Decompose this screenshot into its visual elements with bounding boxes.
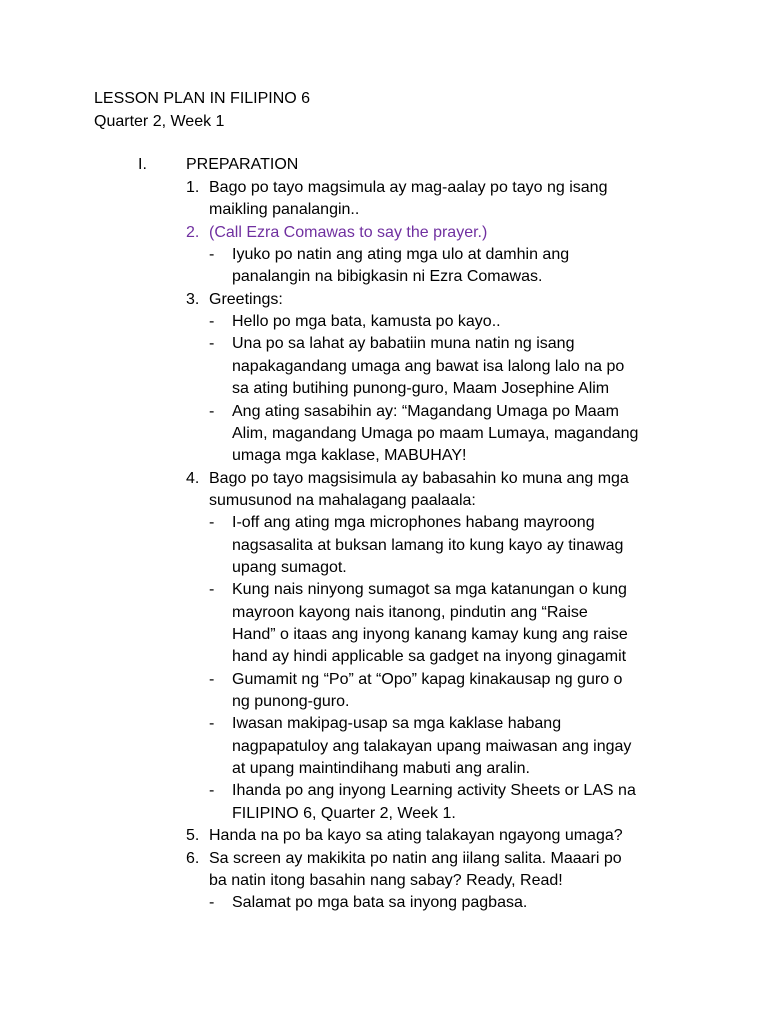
section-numeral: I. [138,156,147,173]
list-item-text: maikling panalangin.. [209,201,360,218]
sub-item-text: Iyuko po natin ang ating mga ulo at damhin ang [232,246,570,263]
sub-item-bullet: - [209,894,215,911]
sub-item-bullet: - [209,514,215,531]
list-item-number: 6. [186,850,200,867]
sub-item-text: nagpapatuloy ang talakayan upang maiwasan ang ingay [232,738,632,755]
sub-item-text: I-off ang ating mga microphones habang mayroong [232,514,595,531]
list-item-number: 4. [186,470,200,487]
sub-item-text: panalangin na bibigkasin ni Ezra Comawas. [232,268,543,285]
sub-item-bullet: - [209,671,215,688]
list-item-text: Bago po tayo magsimula ay mag-aalay po tayo ng isang [209,179,608,196]
sub-item-text: Kung nais ninyong sumagot sa mga katanungan o kung [232,581,627,598]
list-item-text: Bago po tayo magsisimula ay babasahin ko muna ang mga [209,470,629,487]
page-title: LESSON PLAN IN FILIPINO 6 [94,90,311,107]
sub-item-text: Hello po mga bata, kamusta po kayo.. [232,313,501,330]
sub-item-text: FILIPINO 6, Quarter 2, Week 1. [232,805,456,822]
sub-item-text: Iwasan makipag-usap sa mga kaklase habang [232,715,562,732]
sub-item-text: sa ating butihing punong-guro, Maam Josephine Alim [232,380,610,397]
sub-item-text: Ang ating sasabihin ay: “Magandang Umaga po Maam [232,403,619,420]
list-item-number: 5. [186,827,200,844]
list-item-text: Handa na po ba kayo sa ating talakayan ngayong umaga? [209,827,623,844]
page-subtitle: Quarter 2, Week 1 [94,113,225,130]
list-item-text: ba natin itong basahin nang sabay? Ready, Read! [209,872,563,889]
sub-item-text: ng punong-guro. [232,693,350,710]
sub-item-bullet: - [209,246,215,263]
list-item-number: 2. [186,224,200,241]
sub-item-text: upang sumagot. [232,559,347,576]
sub-item-text: Una po sa lahat ay babatiin muna natin ng isang [232,335,575,352]
list-item-text: Sa screen ay makikita po natin ang iilang salita. Maaari po [209,850,622,867]
sub-item-bullet: - [209,313,215,330]
sub-item-text: umaga mga kaklase, MABUHAY! [232,447,467,464]
sub-item-text: at upang maintindihang mabuti ang aralin. [232,760,530,777]
sub-item-text: nagsasalita at buksan lamang ito kung kayo ay tinawag [232,537,624,554]
list-item-text: sumusunod na mahalagang paalaala: [209,492,476,509]
list-item-text: (Call Ezra Comawas to say the prayer.) [209,224,488,241]
list-item-text: Greetings: [209,291,283,308]
sub-item-bullet: - [209,782,215,799]
sub-item-text: Salamat po mga bata sa inyong pagbasa. [232,894,528,911]
sub-item-text: hand ay hindi applicable sa gadget na inyong ginagamit [232,648,627,665]
sub-item-text: mayroon kayong nais itanong, pindutin ang “Raise [232,604,588,621]
sub-item-text: Ihanda po ang inyong Learning activity Sheets or LAS na [232,782,636,799]
sub-item-text: napakagandang umaga ang bawat isa lalong lalo na po [232,358,625,375]
sub-item-text: Gumamit ng “Po” at “Opo” kapag kinakausap ng guro o [232,671,623,688]
sub-item-text: Hand” o itaas ang inyong kanang kamay kung ang raise [232,626,628,643]
sub-item-bullet: - [209,403,215,420]
sub-item-bullet: - [209,335,215,352]
sub-item-bullet: - [209,581,215,598]
sub-item-text: Alim, magandang Umaga po maam Lumaya, magandang [232,425,639,442]
sub-item-bullet: - [209,715,215,732]
list-item-number: 3. [186,291,200,308]
section-heading: PREPARATION [186,156,299,173]
list-item-number: 1. [186,179,200,196]
